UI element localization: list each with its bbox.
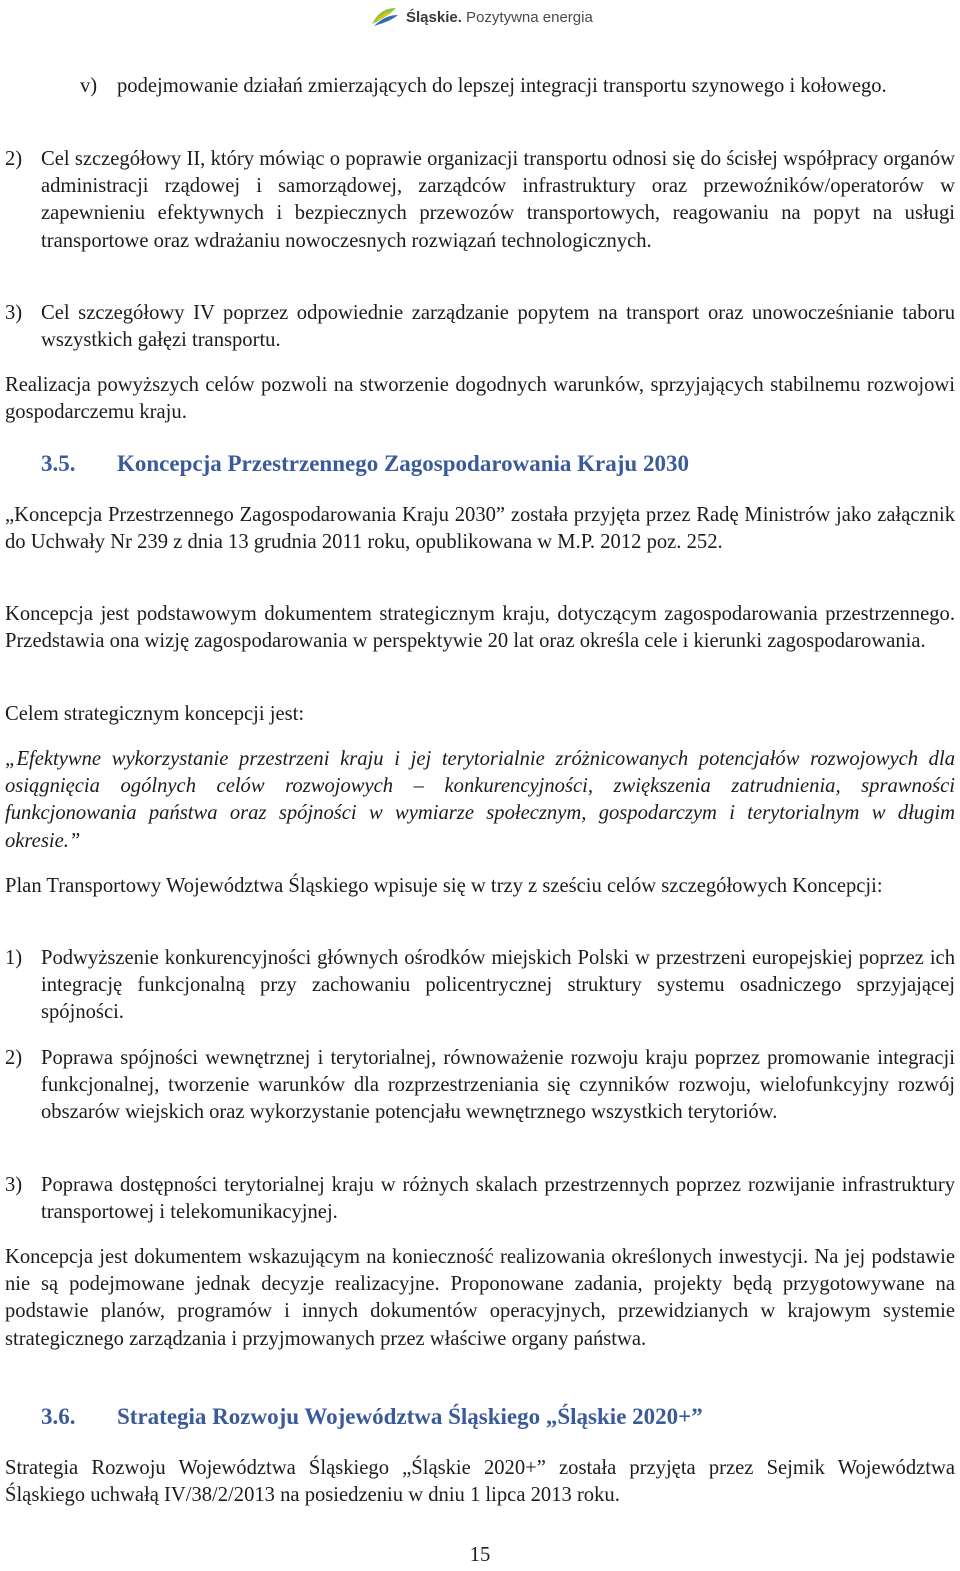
page-header xyxy=(370,4,593,30)
paragraph: Celem strategicznym koncepcji jest: xyxy=(5,703,305,725)
paragraph: Koncepcja jest podstawowym dokumentem strategicznym kraju, dotyczącym zagospodarowania przestrzennego. Przedstawia ona wizję zagospodarowania w perspektywie 20 lat oraz określa cele i kierunki zagospodarowania. xyxy=(5,603,955,653)
list-marker: 2) xyxy=(5,148,23,170)
section-title: Koncepcja Przestrzennego Zagospodarowania Kraju 2030 xyxy=(117,451,689,476)
section-title: Strategia Rozwoju Województwa Śląskiego „Śląskie 2020+” xyxy=(117,1404,703,1429)
list-item-text: Cel szczegółowy II, który mówiąc o poprawie organizacji transportu odnosi się do ścisłej współpracy organów administracji rządowej i samorządowej, zarządców infrastruktury oraz przewoźników/operatorów w zapewnieniu efektywnych i bezpiecznych przewozów transportowych, reagowaniu na popyt na usługi transportowe oraz wdrażaniu nowoczesnych rozwiązań technologicznych. xyxy=(41,148,955,252)
paragraph: Realizacja powyższych celów pozwoli na stworzenie dogodnych warunków, sprzyjających stabilnemu rozwojowi gospodarczemu kraju. xyxy=(5,374,955,424)
list-item-text: Poprawa dostępności terytorialnej kraju w różnych skalach przestrzennych poprzez rozwijanie infrastruktury transportowej i telekomunikacyjnej. xyxy=(41,1174,955,1224)
paragraph: „Koncepcja Przestrzennego Zagospodarowania Kraju 2030” została przyjęta przez Radę Ministrów jako załącznik do Uchwały Nr 239 z dnia 13 grudnia 2011 roku, opublikowana w M.P. 2012 poz. 252. xyxy=(5,504,955,554)
brand-name: Śląskie. Pozytywna energia xyxy=(406,8,593,26)
page-number: 15 xyxy=(469,1544,491,1566)
silesia-leaf-logo-icon xyxy=(370,6,400,28)
list-marker: 2) xyxy=(5,1047,23,1069)
list-marker: 3) xyxy=(5,1174,23,1196)
paragraph: Koncepcja jest dokumentem wskazującym na konieczność realizowania określonych inwestycji. Na jej podstawie nie są podejmowane jednak decyzje realizacyjne. Proponowane zadania, projekty będą przygotowywane na podstawie planów, programów i innych dokumentów operacyjnych, przewidzianych w krajowym systemie strategicznego zarządzania i przyjmowanych przez właściwe organy państwa. xyxy=(5,1246,955,1350)
list-item-text: Cel szczegółowy IV poprzez odpowiednie zarządzanie popytem na transport oraz unowocześnianie taboru wszystkich gałęzi transportu. xyxy=(41,302,955,352)
paragraph: Strategia Rozwoju Województwa Śląskiego „Śląskie 2020+” została przyjęta przez Sejmik Województwa Śląskiego uchwałą IV/38/2/2013 na posiedzeniu w dniu 1 lipca 2013 roku. xyxy=(5,1457,955,1507)
section-number: 3.6. xyxy=(41,1404,76,1429)
list-item-text: Podwyższenie konkurencyjności głównych ośrodków miejskich Polski w przestrzeni europejskiej poprzez ich integrację funkcjonalną przy zachowaniu policentrycznej struktury systemu osadniczego sprzyjającej spójności. xyxy=(41,947,955,1024)
list-marker: v) xyxy=(80,75,98,97)
list-marker: 1) xyxy=(5,947,23,969)
list-marker: 3) xyxy=(5,302,23,324)
paragraph: Plan Transportowy Województwa Śląskiego wpisuje się w trzy z sześciu celów szczegółowych Koncepcji: xyxy=(5,875,883,897)
section-number: 3.5. xyxy=(41,451,76,476)
quote: „Efektywne wykorzystanie przestrzeni kraju i jej terytorialnie zróżnicowanych potencjałów rozwojowych dla osiągnięcia ogólnych celów rozwojowych – konkurencyjności, zwiększenia zatrudnienia, sprawności funkcjonowania państwa oraz spójności w wymiarze społecznym, gospodarczym i terytorialnym w długim okresie.” xyxy=(5,748,955,852)
list-item-text: Poprawa spójności wewnętrznej i terytorialnej, równoważenie rozwoju kraju poprzez promowanie integracji funkcjonalnej, tworzenie warunków dla rozprzestrzeniania się czynników rozwoju, wielofunkcyjny rozwój obszarów wiejskich oraz wykorzystanie potencjału wewnętrznego wszystkich terytoriów. xyxy=(41,1047,955,1124)
list-item-text: podejmowanie działań zmierzających do lepszej integracji transportu szynowego i kołowego. xyxy=(117,75,887,97)
